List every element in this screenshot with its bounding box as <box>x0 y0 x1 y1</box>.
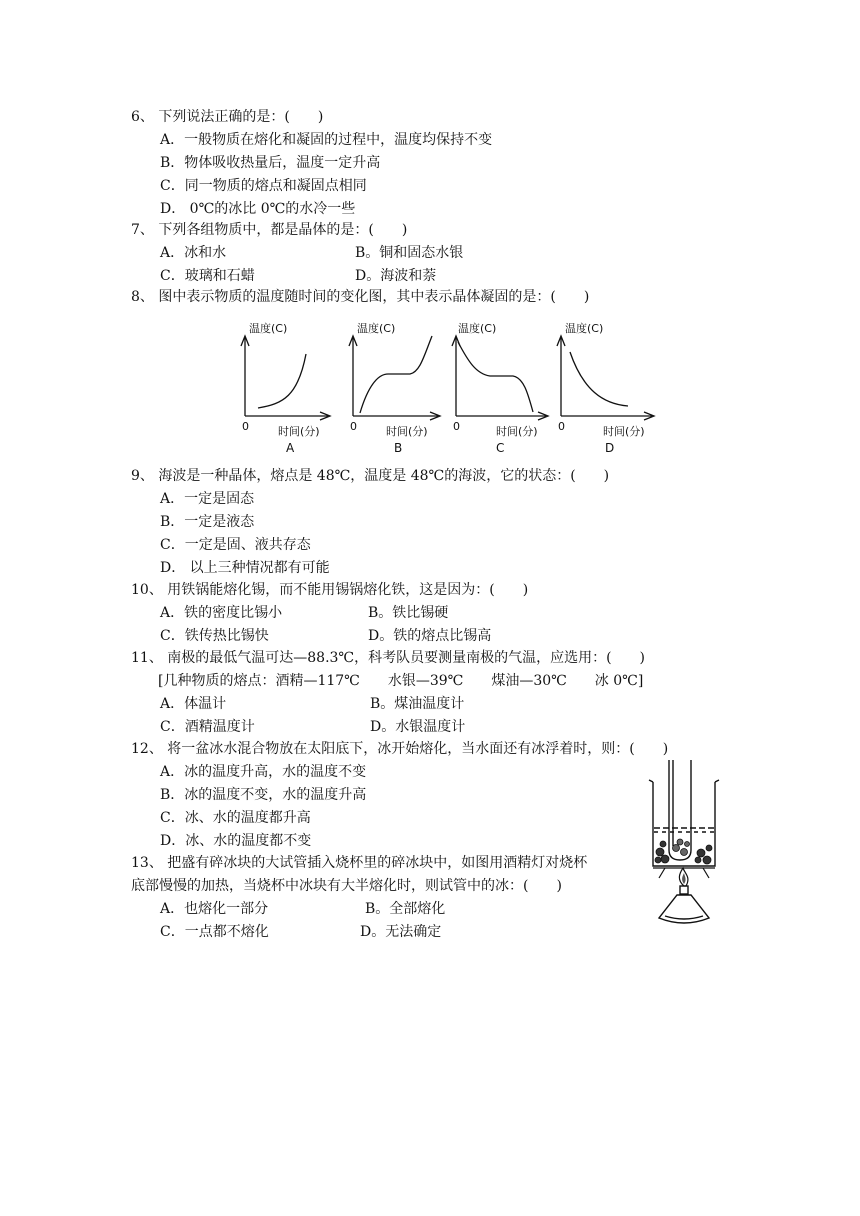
graph-b-origin: 0 <box>350 420 357 433</box>
graph-b-letter: B <box>394 441 403 455</box>
q6-option-c: C．同一物质的熔点和凝固点相同 <box>160 178 367 194</box>
q12-option-d: D．冰、水的温度都不变 <box>160 833 312 849</box>
graph-c-origin: 0 <box>453 420 460 433</box>
q11-melting-points-note: [几种物质的熔点：酒精—117℃ 水银—39℃ 煤油—30℃ 冰 0℃] <box>158 673 644 689</box>
q11-option-c: C．酒精温度计 <box>160 719 255 735</box>
q6-option-d: D． 0℃的冰比 0℃的水冷一些 <box>160 201 356 217</box>
q9-option-b: B．一定是液态 <box>160 514 255 530</box>
q12-option-b: B．冰的温度不变，水的温度升高 <box>160 787 367 803</box>
q6-stem: 6、 下列说法正确的是：( ) <box>131 109 324 125</box>
q11-option-b: B。煤油温度计 <box>370 696 465 712</box>
q6-option-b: B．物体吸收热量后，温度一定升高 <box>160 155 381 171</box>
q9-option-a: A．一定是固态 <box>160 491 255 507</box>
q13-option-b: B。全部熔化 <box>365 901 446 917</box>
graph-b-xlabel: 时间(分) <box>386 425 428 438</box>
q13-option-c: C．一点都不熔化 <box>160 924 269 940</box>
graph-a-xlabel: 时间(分) <box>278 425 320 438</box>
graph-d-xlabel: 时间(分) <box>603 425 645 438</box>
q13-stem-line1: 13、 把盛有碎冰块的大试管插入烧杯里的碎冰块中，如图用酒精灯对烧杯 <box>131 855 588 871</box>
q6-option-a: A．一般物质在熔化和凝固的过程中，温度均保持不变 <box>160 132 493 148</box>
q10-option-a: A．铁的密度比锡小 <box>160 605 283 621</box>
graph-b-curve <box>360 336 432 413</box>
q10-stem: 10、 用铁锅能熔化锡，而不能用锡锅熔化铁，这是因为：( ) <box>131 582 529 598</box>
graph-d-letter: D <box>605 441 615 455</box>
graph-c-ylabel: 温度(C) <box>458 322 497 335</box>
q7-stem: 7、 下列各组物质中，都是晶体的是：( ) <box>131 222 408 238</box>
graph-a-origin: 0 <box>242 420 249 433</box>
graph-c-xlabel: 时间(分) <box>496 425 538 438</box>
q7-option-b: B。铜和固态水银 <box>355 245 464 261</box>
q9-option-d: D． 以上三种情况都有可能 <box>160 560 330 576</box>
q13-option-d: D。无法确定 <box>360 924 442 940</box>
q10-option-b: B。铁比锡硬 <box>368 605 449 621</box>
q7-option-a: A．冰和水 <box>160 245 227 261</box>
graph-b-ylabel: 温度(C) <box>357 322 396 335</box>
q9-stem: 9、 海波是一种晶体，熔点是 48℃，温度是 48℃的海波，它的状态：( ) <box>131 468 610 484</box>
graph-c-letter: C <box>496 441 505 455</box>
graph-a-ylabel: 温度(C) <box>249 322 288 335</box>
q11-stem: 11、 南极的最低气温可达—88.3℃，科考队员要测量南极的气温，应选用：( ) <box>131 650 646 666</box>
q13-stem-line2: 底部慢慢的加热，当烧杯中冰块有大半熔化时，则试管中的冰：( ) <box>131 878 562 894</box>
graph-d-ylabel: 温度(C) <box>565 322 604 335</box>
q7-option-c: C．玻璃和石蜡 <box>160 268 255 284</box>
beaker-apparatus-figure <box>643 756 723 930</box>
graph-d-curve <box>570 352 628 406</box>
q12-option-a: A．冰的温度升高，水的温度不变 <box>160 764 367 780</box>
q12-stem: 12、 将一盆冰水混合物放在太阳底下，冰开始熔化，当水面还有冰浮着时，则：( ) <box>131 741 669 757</box>
q8-stem: 8、 图中表示物质的温度随时间的变化图，其中表示晶体凝固的是：( ) <box>131 289 590 305</box>
q11-option-a: A．体温计 <box>160 696 227 712</box>
graph-d-origin: 0 <box>558 420 565 433</box>
q10-option-c: C．铁传热比锡快 <box>160 628 269 644</box>
q9-option-c: C．一定是固、液共存态 <box>160 537 311 553</box>
q12-option-c: C．冰、水的温度都升高 <box>160 810 311 826</box>
graph-c-curve <box>458 342 533 412</box>
q8-graphs-figure <box>228 316 668 458</box>
graph-a-letter: A <box>286 441 295 455</box>
q11-option-d: D。水银温度计 <box>370 719 466 735</box>
alcohol-lamp <box>659 886 709 923</box>
q7-option-d: D。海波和萘 <box>355 268 437 284</box>
graph-a-curve <box>258 354 306 408</box>
q10-option-d: D。铁的熔点比锡高 <box>368 628 492 644</box>
q13-option-a: A．也熔化一部分 <box>160 901 269 917</box>
